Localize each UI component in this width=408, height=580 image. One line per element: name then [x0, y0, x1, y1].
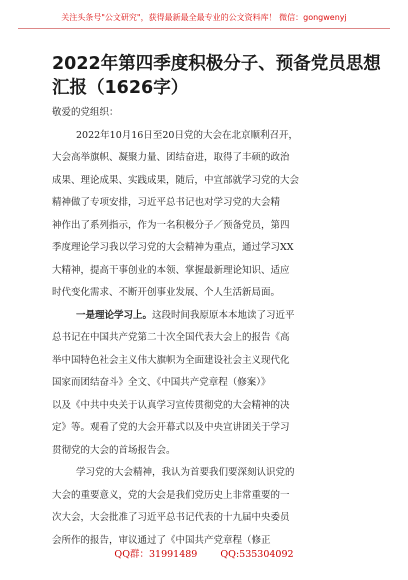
- paragraph-line: 时代变化需求、不断开创事业发展、个人生活新局面。: [52, 287, 281, 298]
- header-banner: 关注头条号"公文研究"，获得最新最全最专业的公文资料库！ 微信：gongwenyj: [18, 12, 390, 29]
- paragraph-line: 精神做了专项安排，习近平总书记也对学习党的大会精: [52, 197, 281, 208]
- footer-qq: QQ:535304092: [220, 549, 294, 560]
- footer-contact: [0, 546, 408, 560]
- paragraph-line: 大会的重要意义，党的大会是我们党历史上非常重要的一: [52, 489, 290, 501]
- title-line-1: 2022年第四季度积极分子、预备党员思想: [52, 54, 381, 74]
- document-body: [52, 102, 364, 552]
- paragraph-line: 次大会，大会批准了习近平总书记代表的十九届中央委员: [52, 512, 290, 523]
- paragraph-line: 会所作的报告，审议通过了《中国共产党章程（修正: [52, 534, 271, 546]
- paragraph-line: 季度理论学习我以学习党的大会精神为重点，通过学习XX: [52, 242, 294, 253]
- document-title: [52, 52, 381, 100]
- paragraph-line: 国家而团结奋斗》全文、《中国共产党章程（修案）》: [52, 377, 271, 388]
- paragraph-line: 总书记在中国共产党第二十次全国代表大会上的报告《高: [52, 332, 290, 343]
- paragraph-line: 定》等。观看了党的大会开幕式以及中央宣讲团关于学习: [52, 422, 290, 433]
- paragraph-line: [52, 305, 364, 328]
- paragraph-line: 以及《中共中央关于认真学习宣传贯彻党的大会精神的决: [52, 399, 290, 411]
- title-line-2: 汇报（1626字）: [52, 78, 189, 98]
- paragraph-line: 成果、理论成果、实践成果，随后，中宣部就学习党的大会: [52, 174, 300, 186]
- paragraph-line: 学习党的大会精神，我认为首要我们要深刻认识党的: [76, 467, 295, 478]
- salutation: 敬爱的党组织：: [52, 107, 119, 118]
- paragraph-line: 大精神，提高干事创业的本领、掌握最新理论知识、适应: [52, 264, 290, 276]
- paragraph-text: 这段时间我原原本本地读了习近平: [152, 309, 295, 321]
- paragraph-line: 举中国特色社会主义伟大旗帜为全面建设社会主义现代化: [52, 354, 290, 366]
- paragraph-line: 大会高举旗帜、凝聚力量、团结奋进，取得了丰硕的政治: [52, 152, 290, 163]
- section-heading: 一是理论学习上。: [76, 309, 153, 321]
- paragraph-line: 2022年10月16日至20日党的大会在北京顺利召开，: [76, 129, 298, 141]
- paragraph-line: 贯彻党的大会的首场报告会。: [52, 444, 176, 456]
- paragraph-line: 神作出了系列指示，作为一名积极分子／预备党员，第四: [52, 219, 290, 231]
- footer-qq-group: QQ群：31991489: [114, 549, 198, 560]
